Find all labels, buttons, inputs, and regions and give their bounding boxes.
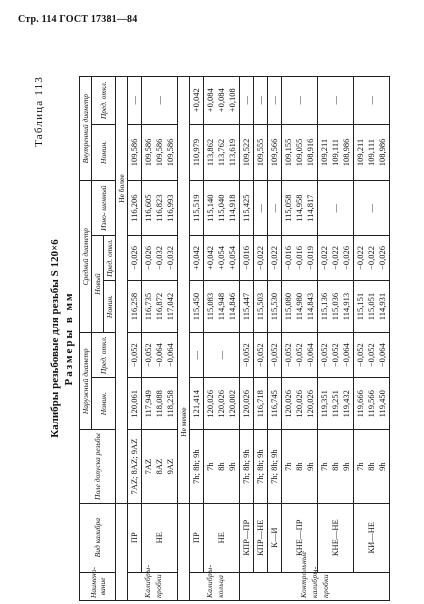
table-row	[128, 77, 142, 601]
tolerance-cell-line: 9h	[305, 462, 315, 471]
outer-deviation-cell-line: −0,052	[241, 343, 251, 368]
header-name: Наимено- вание	[80, 572, 116, 600]
worn-cell-line: —	[330, 203, 340, 213]
inner-nominal-cell-line: 108,986	[377, 138, 387, 167]
inner-nominal-cell	[142, 124, 178, 181]
tolerance-cell-line: 7h	[205, 462, 215, 471]
tolerance-cell-line: 9AZ	[165, 458, 175, 475]
table-row	[268, 77, 282, 601]
tolerance-cell-line: 7h; 8h; 9h	[191, 449, 201, 484]
middle-nominal-cell	[190, 280, 204, 332]
outer-nominal-cell-line: 119,251	[330, 390, 340, 418]
middle-deviation-cell-line: +0,054	[216, 246, 226, 270]
outer-nominal-cell-line: 120,026	[283, 389, 293, 418]
tolerance-cell	[190, 430, 204, 503]
inner-nominal-cell-line: 109,566	[269, 138, 279, 167]
inner-deviation-cell-line: —	[129, 96, 139, 105]
outer-nominal-cell-line: 120,002	[227, 389, 237, 418]
worn-cell-line: 116,605	[143, 194, 153, 222]
inner-deviation-cell	[254, 77, 268, 125]
inner-deviation-cell-line: +0,084	[205, 88, 215, 113]
table-row	[282, 77, 318, 601]
gauge-kind: НЕ	[204, 503, 240, 572]
inner-nominal-cell-line: 109,211	[319, 138, 329, 167]
tolerance-cell-line: 8h	[216, 462, 226, 471]
inner-nominal-cell-line: 110,979	[191, 138, 201, 167]
tolerance-cell-line: 7h	[319, 462, 329, 471]
header-inner: Внутренний диаметр	[80, 77, 92, 181]
outer-deviation-cell	[190, 333, 204, 378]
gauge-kind: КПР—ПР	[240, 503, 254, 572]
table-row	[190, 77, 204, 601]
outer-nominal-cell	[268, 378, 282, 430]
middle-deviation-cell	[354, 235, 390, 280]
inner-nominal-cell	[354, 124, 390, 181]
tolerance-cell-line: 9h	[377, 462, 387, 471]
middle-nominal-cell-line: 115,151	[355, 292, 365, 321]
limit-spacer	[116, 503, 128, 600]
middle-deviation-cell-line: +0,054	[227, 246, 237, 270]
middle-deviation-cell	[190, 235, 204, 280]
inner-deviation-cell	[240, 77, 254, 125]
worn-cell	[268, 181, 282, 236]
header-worn: Изно- шенный	[92, 181, 116, 236]
middle-deviation-cell-line: −0,019	[305, 246, 315, 270]
outer-nominal-cell-line: 119,566	[366, 390, 376, 418]
middle-deviation-cell-line: −0,032	[154, 246, 164, 270]
middle-deviation-cell-line: −0,022	[355, 246, 365, 270]
inner-nominal-cell	[190, 124, 204, 181]
middle-nominal-cell-line: 114,980	[294, 292, 304, 321]
middle-deviation-cell-line: −0,032	[165, 246, 175, 270]
inner-deviation-cell-line: —	[269, 96, 279, 105]
inner-deviation-cell-line: —	[241, 96, 251, 105]
inner-nominal-cell-line: 113,762	[216, 138, 226, 167]
worn-cell-line: —	[269, 203, 279, 213]
outer-deviation-cell-line: −0,064	[165, 343, 175, 368]
outer-nominal-cell-line: 120,026	[216, 389, 226, 418]
inner-deviation-cell-line: +0,084	[216, 88, 226, 113]
page-header: Стр. 114 ГОСТ 17381—84	[18, 14, 138, 25]
worn-cell	[282, 181, 318, 236]
gauge-kind: КПР—НЕ	[254, 503, 268, 572]
worn-cell-line: 114,918	[227, 194, 237, 222]
middle-nominal-cell	[240, 280, 254, 332]
outer-deviation-cell	[142, 333, 178, 378]
header-row-1	[80, 77, 92, 601]
tolerance-cell	[204, 430, 240, 503]
header-mid-dev: Пред. откл.	[104, 235, 116, 280]
inner-nominal-cell	[282, 124, 318, 181]
middle-deviation-cell-line: −0,026	[341, 246, 351, 270]
middle-deviation-cell	[282, 235, 318, 280]
middle-deviation-cell-line: −0,026	[129, 246, 139, 270]
tolerance-cell	[254, 430, 268, 503]
header-mid-nom: Номин.	[104, 280, 116, 332]
middle-nominal-cell-line: 115,036	[330, 292, 340, 321]
middle-nominal-cell-line: 116,735	[143, 292, 153, 321]
inner-nominal-cell-line: 109,055	[294, 138, 304, 167]
outer-nominal-cell	[318, 378, 354, 430]
header-inner-dev: Пред. откл.	[92, 77, 116, 125]
inner-nominal-cell	[268, 124, 282, 181]
outer-nominal-cell	[204, 378, 240, 430]
outer-deviation-cell	[318, 333, 354, 378]
inner-deviation-cell	[282, 77, 318, 125]
gauge-kind: КИ—НЕ	[354, 503, 390, 572]
inner-nominal-cell-line: 113,862	[205, 138, 215, 167]
inner-nominal-cell-line: 108,916	[305, 138, 315, 167]
middle-nominal-cell	[128, 280, 142, 332]
outer-nominal-cell-line: 119,666	[355, 390, 365, 418]
outer-nominal-cell-line: 118,258	[165, 390, 175, 418]
inner-deviation-cell	[128, 77, 142, 125]
worn-cell	[254, 181, 268, 236]
outer-nominal-cell-line: 119,450	[377, 390, 387, 418]
gauge-kind: КНЕ—ПР	[282, 503, 318, 572]
middle-deviation-cell	[240, 235, 254, 280]
middle-nominal-cell-line: 114,846	[227, 292, 237, 321]
outer-nominal-cell-line: 120,061	[129, 389, 139, 418]
outer-deviation-cell-line: −0,052	[255, 343, 265, 368]
inner-deviation-cell	[204, 77, 240, 125]
worn-cell-line: 115,519	[191, 194, 201, 222]
gauge-kind: К—И	[268, 503, 282, 572]
inner-deviation-cell	[318, 77, 354, 125]
inner-deviation-cell	[190, 77, 204, 125]
middle-deviation-cell-line: −0,016	[241, 246, 251, 270]
middle-deviation-cell	[254, 235, 268, 280]
middle-deviation-cell-line: −0,026	[143, 246, 153, 270]
table-number: Таблица 113	[33, 76, 45, 147]
worn-cell-line: 115,040	[216, 194, 226, 222]
outer-nominal-cell-line: 120,026	[294, 389, 304, 418]
worn-cell	[354, 181, 390, 236]
worn-cell-line: 114,958	[294, 194, 304, 222]
inner-nominal-cell-line: 109,555	[255, 138, 265, 167]
tolerance-cell-line: 7h	[355, 462, 365, 471]
outer-deviation-cell-line: −0,052	[366, 343, 376, 368]
outer-deviation-cell-line: −0,064	[305, 343, 315, 368]
middle-deviation-cell	[204, 235, 240, 280]
inner-deviation-cell-line: —	[366, 96, 376, 105]
outer-deviation-cell	[128, 333, 142, 378]
table-row	[142, 77, 178, 601]
outer-nominal-cell-line: 118,088	[154, 390, 164, 418]
inner-deviation-cell	[142, 77, 178, 125]
middle-nominal-cell-line: 115,530	[269, 292, 279, 321]
tolerance-cell-line: 7h; 8h; 9h	[255, 449, 265, 484]
inner-deviation-cell-line: +0,042	[191, 88, 201, 113]
table-row	[318, 77, 354, 601]
header-inner-nom: Номин.	[92, 124, 116, 181]
outer-deviation-cell-line: −0,052	[355, 343, 365, 368]
middle-nominal-cell	[282, 280, 318, 332]
middle-nominal-cell	[354, 280, 390, 332]
header-new: Новый	[92, 235, 104, 332]
table-caption: Калибры резьбовые для резьбы S 120×6	[49, 239, 61, 438]
middle-nominal-cell-line: 115,447	[241, 292, 251, 321]
middle-deviation-cell-line: +0,042	[191, 246, 201, 270]
header-outer-nom: Номин.	[92, 378, 116, 430]
outer-deviation-cell-line: −0,052	[319, 343, 329, 368]
outer-deviation-cell-line: −0,052	[269, 343, 279, 368]
outer-deviation-cell	[268, 333, 282, 378]
outer-deviation-cell-line: —	[191, 350, 201, 360]
outer-nominal-cell-line: 121,414	[191, 389, 201, 418]
worn-cell-line: 115,058	[283, 194, 293, 222]
middle-deviation-cell	[268, 235, 282, 280]
outer-nominal-cell	[254, 378, 268, 430]
worn-cell-line: —	[366, 203, 376, 213]
middle-nominal-cell-line: 115,136	[319, 292, 329, 321]
inner-nominal-cell-line: 109,111	[366, 138, 376, 166]
gauge-kind: ПР	[190, 503, 204, 572]
outer-deviation-cell-line: −0,064	[341, 343, 351, 368]
outer-deviation-cell	[354, 333, 390, 378]
inner-nominal-cell-line: 109,586	[143, 138, 153, 167]
tolerance-cell	[318, 430, 354, 503]
header-middle: Средний диаметр	[80, 181, 92, 333]
outer-nominal-cell-line: 119,432	[341, 390, 351, 418]
outer-deviation-cell-line: −0,064	[377, 343, 387, 368]
inner-deviation-cell-line: —	[294, 96, 304, 105]
header-outer-dev: Пред. откл.	[92, 333, 116, 378]
tolerance-cell-line: 8h	[330, 462, 340, 471]
middle-nominal-cell-line: 115,450	[191, 292, 201, 321]
outer-nominal-cell-line: 120,026	[305, 389, 315, 418]
middle-nominal-cell-line: 114,931	[377, 292, 387, 321]
inner-deviation-cell-line: +0,108	[227, 88, 237, 113]
outer-nominal-cell-line: 120,026	[241, 389, 251, 418]
tolerance-cell-line: 8h	[294, 462, 304, 471]
worn-cell-line: 116,993	[165, 194, 175, 222]
tolerance-cell-line: 7h; 8h; 9h	[241, 449, 251, 484]
header-tolerance: Поле допуска резьбы	[80, 430, 116, 503]
worn-cell-line: 114,817	[305, 194, 315, 222]
worn-cell-line: 115,140	[205, 194, 215, 222]
middle-nominal-cell-line: 114,948	[216, 292, 226, 321]
middle-nominal-cell-line: 116,872	[154, 292, 164, 321]
inner-nominal-cell-line: 109,586	[165, 138, 175, 167]
middle-nominal-cell-line: 115,083	[205, 292, 215, 321]
tolerance-cell	[354, 430, 390, 503]
limit-label: Не менее	[178, 77, 190, 504]
outer-deviation-cell-line: −0,064	[154, 343, 164, 368]
header-outer: Наружный диаметр	[80, 333, 92, 430]
gauge-kind: ПР	[128, 503, 142, 572]
middle-deviation-cell-line: −0,016	[294, 246, 304, 270]
inner-deviation-cell-line: —	[330, 96, 340, 105]
middle-deviation-cell	[318, 235, 354, 280]
gauge-kind: НЕ	[142, 503, 178, 572]
outer-nominal-cell-line: 120,026	[205, 389, 215, 418]
inner-deviation-cell	[268, 77, 282, 125]
header-kind: Вид калибра	[80, 503, 116, 572]
inner-nominal-cell-line: 109,522	[241, 138, 251, 167]
worn-cell	[240, 181, 254, 236]
rotated-table-page	[33, 76, 389, 601]
middle-deviation-cell-line: −0,016	[283, 246, 293, 270]
middle-nominal-cell	[268, 280, 282, 332]
middle-deviation-cell-line: −0,022	[330, 246, 340, 270]
table-row	[240, 77, 254, 601]
tolerance-cell-line: 7AZ	[143, 458, 153, 475]
tolerance-cell-line: 9h	[227, 462, 237, 471]
tolerance-cell-line: 7h; 8h; 9h	[269, 449, 279, 484]
outer-deviation-cell-line: −0,052	[330, 343, 340, 368]
outer-deviation-cell-line: −0,052	[143, 343, 153, 368]
inner-nominal-cell-line: 108,986	[341, 138, 351, 167]
tolerance-cell-line: 8AZ	[154, 458, 164, 475]
outer-nominal-cell	[354, 378, 390, 430]
outer-nominal-cell-line: 116,718	[255, 390, 265, 418]
group-plugs: Калибры- пробки	[128, 572, 178, 600]
inner-deviation-cell-line: —	[255, 96, 265, 105]
middle-deviation-cell	[128, 235, 142, 280]
table-body	[116, 77, 390, 601]
middle-deviation-cell-line: +0,042	[205, 246, 215, 270]
inner-nominal-cell	[128, 124, 142, 181]
middle-nominal-cell	[318, 280, 354, 332]
middle-deviation-cell-line: −0,026	[377, 246, 387, 270]
worn-cell	[190, 181, 204, 236]
tolerance-cell	[268, 430, 282, 503]
inner-nominal-cell	[318, 124, 354, 181]
limit-spacer	[178, 503, 190, 600]
middle-nominal-cell	[204, 280, 240, 332]
middle-nominal-cell-line: 115,080	[283, 292, 293, 321]
outer-nominal-cell-line: 117,949	[143, 390, 153, 418]
gauge-kind: КНЕ—НЕ	[318, 503, 354, 572]
worn-cell-line: 116,206	[129, 194, 139, 222]
limit-label: Не более	[116, 77, 128, 504]
worn-cell	[204, 181, 240, 236]
middle-nominal-cell	[254, 280, 268, 332]
worn-cell	[318, 181, 354, 236]
outer-nominal-cell	[128, 378, 142, 430]
middle-deviation-cell-line: −0,022	[366, 246, 376, 270]
table-row	[254, 77, 268, 601]
inner-nominal-cell-line: 113,619	[227, 138, 237, 167]
middle-nominal-cell-line: 114,913	[341, 292, 351, 321]
inner-nominal-cell-line: 109,155	[283, 138, 293, 167]
worn-cell	[142, 181, 178, 236]
middle-nominal-cell-line: 116,258	[129, 292, 139, 321]
gauge-table	[79, 76, 390, 601]
outer-nominal-cell	[282, 378, 318, 430]
outer-nominal-cell	[190, 378, 204, 430]
tolerance-cell-line: 8h	[366, 462, 376, 471]
middle-nominal-cell-line: 114,843	[305, 292, 315, 321]
middle-deviation-cell-line: −0,022	[269, 246, 279, 270]
tolerance-cell	[128, 430, 142, 503]
inner-nominal-cell-line: 109,211	[355, 138, 365, 167]
inner-nominal-cell	[254, 124, 268, 181]
tolerance-cell-line: 7AZ; 8AZ; 9AZ	[129, 438, 139, 495]
table-row	[204, 77, 240, 601]
table-row	[354, 77, 390, 601]
middle-deviation-cell-line: −0,022	[319, 246, 329, 270]
group-rings: Калибры- кольца	[190, 572, 240, 600]
outer-nominal-cell-line: 119,351	[319, 390, 329, 418]
outer-deviation-cell	[282, 333, 318, 378]
outer-nominal-cell	[240, 378, 254, 430]
tolerance-cell-line: 9h	[341, 462, 351, 471]
outer-deviation-cell-line: −0,052	[129, 343, 139, 368]
outer-nominal-cell-line: 116,745	[269, 390, 279, 418]
limit-row	[116, 77, 128, 601]
inner-nominal-cell	[204, 124, 240, 181]
group-control: Контрольные калибры-пробки	[240, 572, 390, 600]
middle-deviation-cell-line: −0,022	[255, 246, 265, 270]
middle-nominal-cell-line: 117,042	[165, 292, 175, 321]
tolerance-cell	[142, 430, 178, 503]
outer-deviation-cell	[240, 333, 254, 378]
inner-deviation-cell-line: —	[154, 96, 164, 105]
tolerance-cell	[240, 430, 254, 503]
inner-nominal-cell-line: 109,111	[330, 138, 340, 166]
outer-deviation-cell	[204, 333, 240, 378]
tolerance-cell-line: 7h	[283, 462, 293, 471]
outer-deviation-cell-line: −0,052	[294, 343, 304, 368]
worn-cell-line: —	[255, 203, 265, 213]
outer-deviation-cell	[254, 333, 268, 378]
inner-deviation-cell	[354, 77, 390, 125]
table-subcaption: Размеры в мм	[63, 291, 75, 386]
outer-nominal-cell	[142, 378, 178, 430]
middle-nominal-cell-line: 115,051	[366, 292, 376, 321]
outer-deviation-cell-line: −0,052	[283, 343, 293, 368]
middle-nominal-cell-line: 115,503	[255, 292, 265, 321]
outer-deviation-cell-line: —	[216, 350, 226, 360]
limit-row	[178, 77, 190, 601]
inner-nominal-cell	[240, 124, 254, 181]
inner-nominal-cell-line: 109,586	[129, 138, 139, 167]
worn-cell	[128, 181, 142, 236]
worn-cell-line: 115,425	[241, 194, 251, 222]
middle-deviation-cell	[142, 235, 178, 280]
inner-nominal-cell-line: 109,586	[154, 138, 164, 167]
worn-cell-line: 116,823	[154, 194, 164, 222]
tolerance-cell	[282, 430, 318, 503]
middle-nominal-cell	[142, 280, 178, 332]
